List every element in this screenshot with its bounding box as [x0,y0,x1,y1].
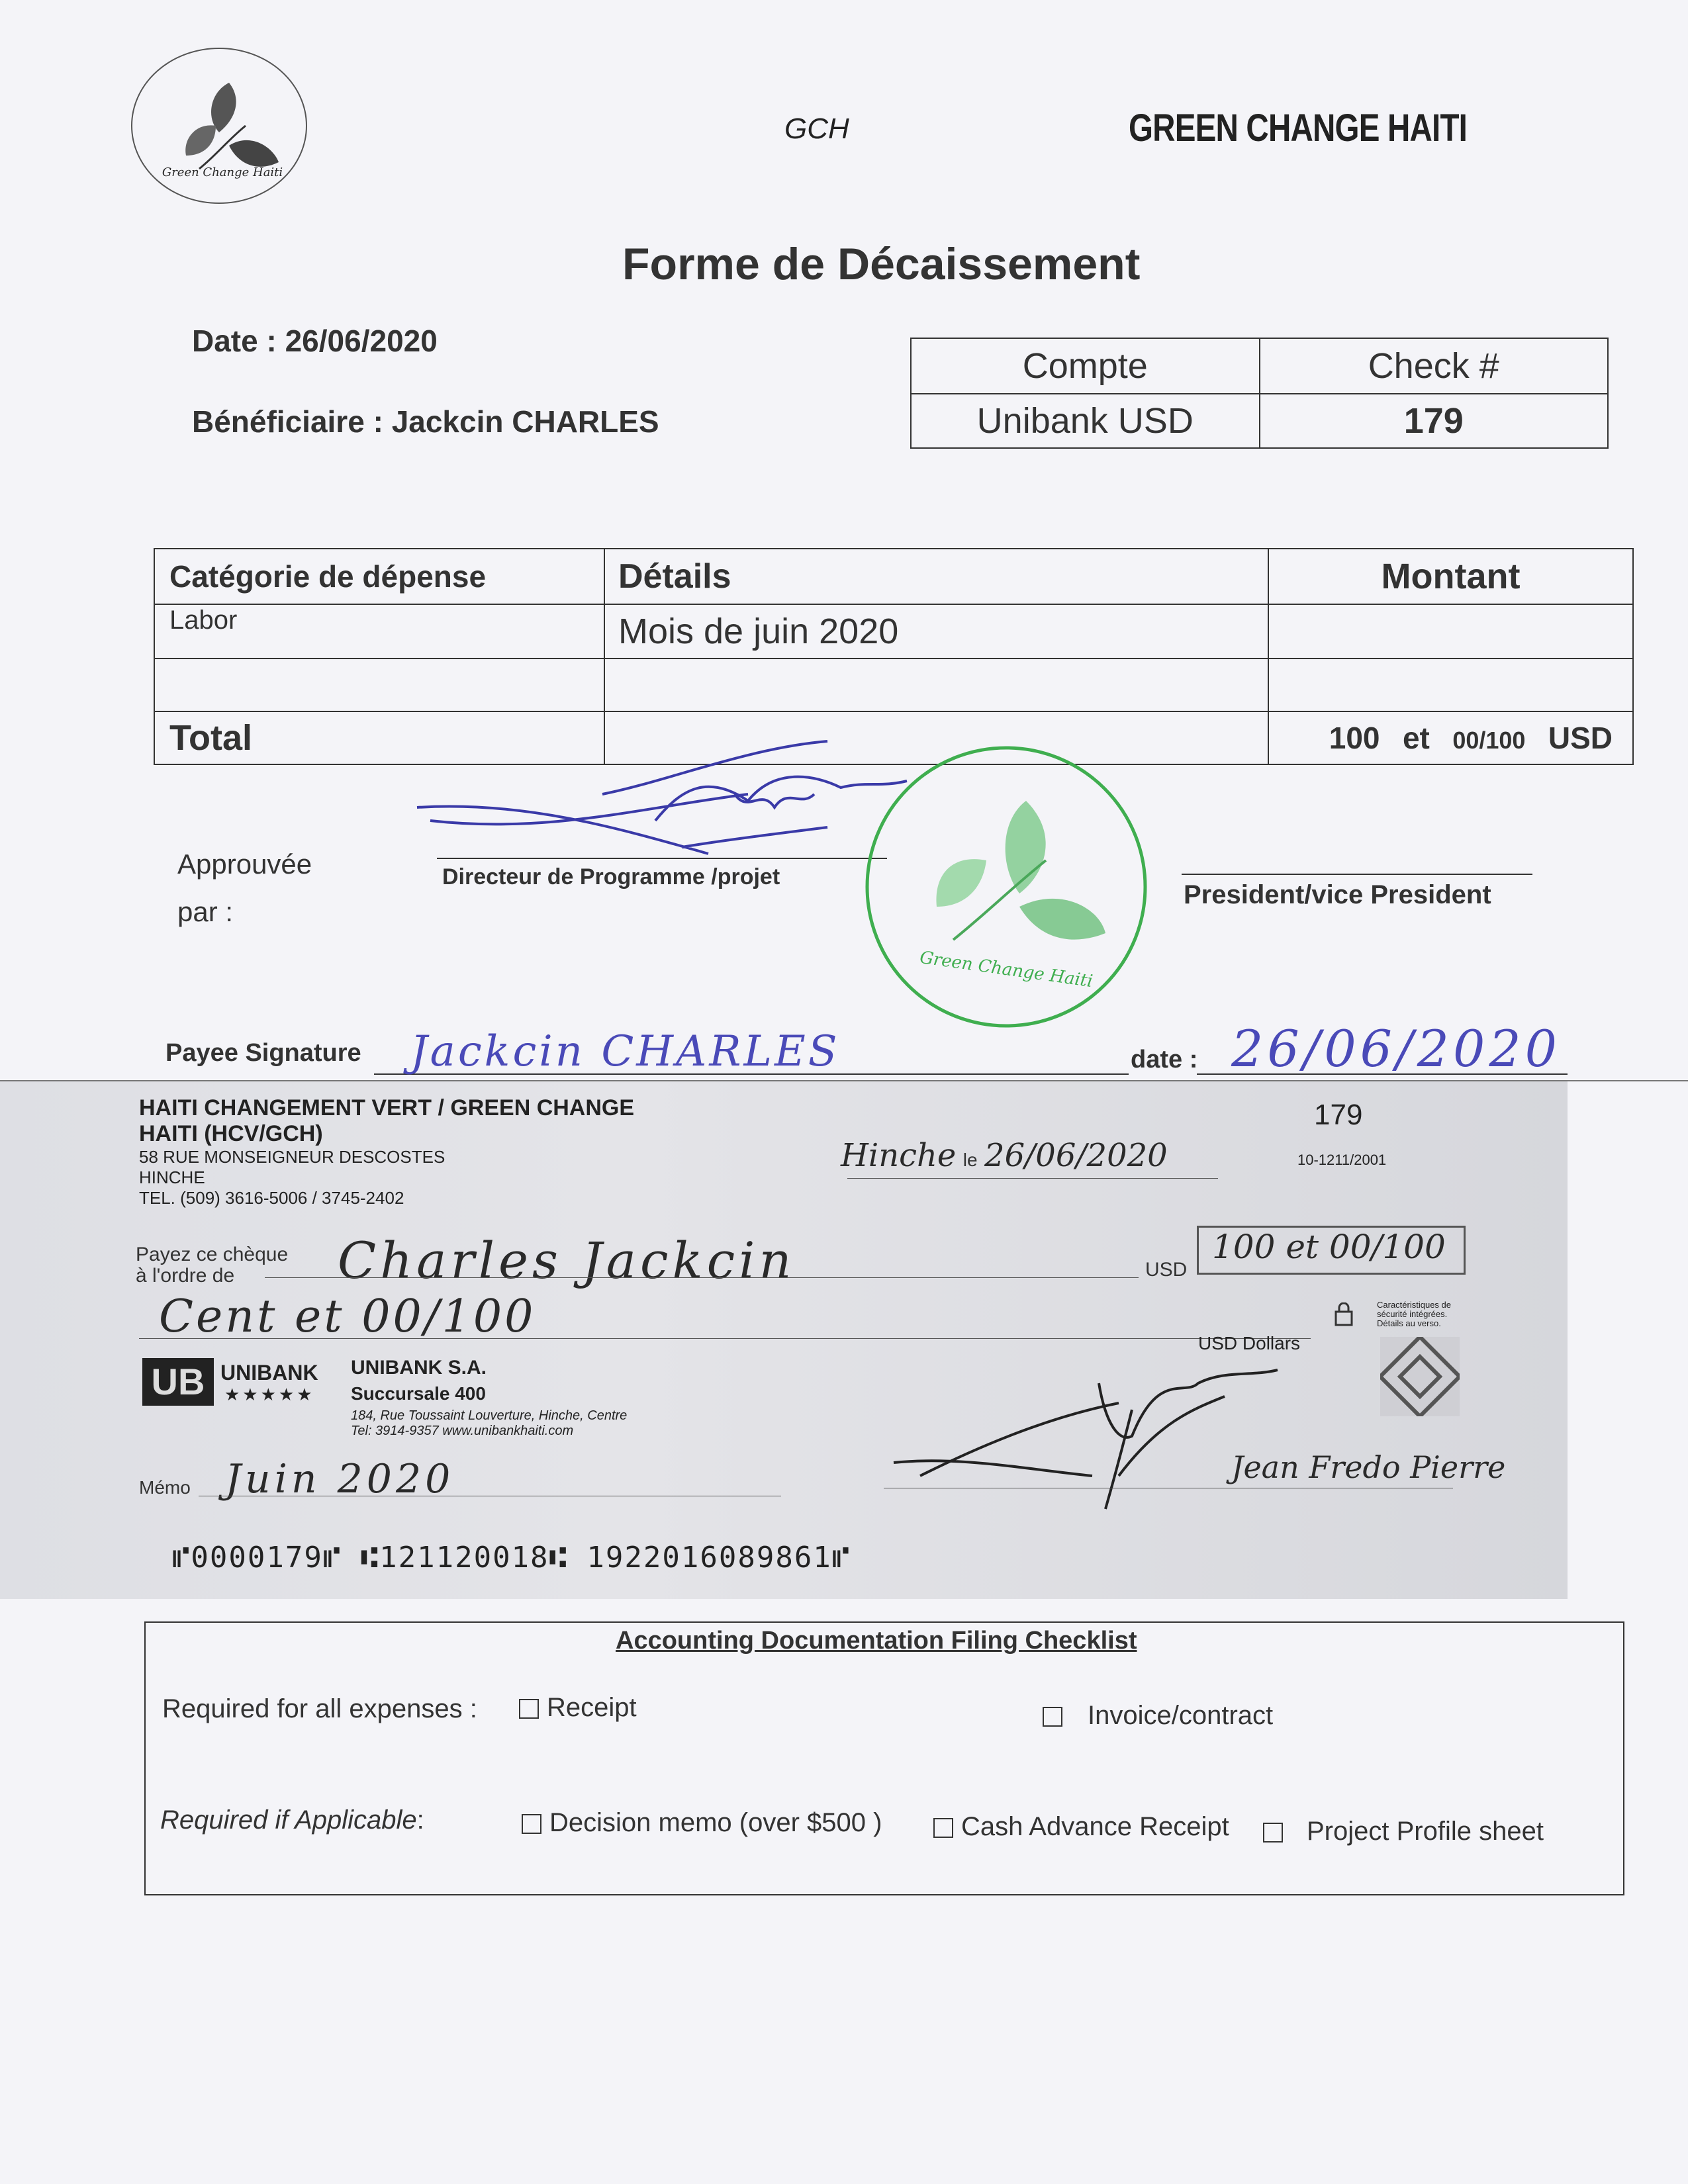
check-tel: TEL. (509) 3616-5006 / 3745-2402 [139,1188,404,1208]
check-signer: Jean Fredo Pierre [1231,1449,1506,1485]
checklist-item-project-profile[interactable] [1263,1817,1544,1846]
check-security-note: Caractéristiques de sécurité intégrées. Détails au verso. [1377,1300,1451,1328]
receipt-checkbox[interactable] [519,1699,539,1719]
logo-caption: Green Change Haiti [162,165,283,179]
check-number-value: 179 [1260,394,1609,448]
president-signature-line [1182,874,1532,875]
checklist-title: Accounting Documentation Filing Checklist [616,1627,1137,1655]
total-amount-value: 100 [1329,721,1380,755]
receipt-label: Receipt [547,1693,637,1722]
beneficiary-label: Bénéficiaire : [192,404,383,439]
check-address1: 58 RUE MONSEIGNEUR DESCOSTES [139,1147,445,1167]
project-profile-checkbox[interactable] [1263,1823,1283,1843]
org-abbrev: GCH [784,113,849,145]
bank-contact: Tel: 3914-9357 www.unibankhaiti.com [351,1424,574,1438]
bank-address: 184, Rue Toussaint Louverture, Hinche, Centre [351,1408,628,1423]
check-pay-label-line1: Payez ce chèque [136,1244,289,1265]
invoice-label: Invoice/contract [1088,1701,1274,1730]
total-cents: 00/100 [1452,727,1526,754]
president-role: President/vice President [1184,880,1491,909]
expense-category-header: Catégorie de dépense [154,549,604,604]
bank-stars: ★★★★★ [224,1385,315,1404]
check-amount-words: Cent et 00/100 [159,1291,536,1343]
check-pay-label [136,1244,288,1287]
required-if-colon: : [416,1805,424,1835]
beneficiary-row [192,404,659,439]
expense-row-2-amount [1268,659,1633,711]
checklist-item-decision-memo[interactable] [522,1808,882,1838]
org-name: GREEN CHANGE HAITI [1129,107,1468,150]
check-memo-value: Juin 2020 [225,1456,455,1502]
expense-row-2-details [604,659,1268,711]
check-amount-words-line [139,1338,1311,1339]
checklist-item-receipt[interactable] [519,1693,637,1723]
checklist-box [144,1621,1624,1895]
check-amount-value: 100 et 00/100 [1212,1228,1446,1266]
payee-date-label: date : [1131,1046,1198,1073]
lock-icon [1334,1302,1354,1326]
expense-amount-header: Montant [1268,549,1633,604]
date-value: 26/06/2020 [285,324,438,358]
expense-details-header: Détails [604,549,1268,604]
cash-advance-label: Cash Advance Receipt [961,1812,1229,1841]
payee-signature-value: Jackcin CHARLES [410,1027,840,1076]
check-place-date [841,1137,1168,1174]
total-amount [1268,711,1633,764]
bank-branch: Succursale 400 [351,1383,486,1404]
form-title: Forme de Décaissement [622,239,1141,289]
date-label: Date : [192,324,277,358]
check-signature [880,1343,1344,1516]
cash-advance-checkbox[interactable] [933,1818,953,1838]
expense-row-1-amount [1268,604,1633,659]
checklist-item-invoice[interactable] [1043,1701,1273,1731]
check-amount-box [1197,1226,1466,1275]
account-value: Unibank USD [911,394,1260,448]
check-signature-scribble-icon [880,1343,1344,1516]
bank-details [351,1357,627,1439]
total-label: Total [154,711,604,764]
project-profile-label: Project Profile sheet [1307,1817,1544,1846]
check-issuer [139,1095,634,1208]
check-top-edge [0,1080,1688,1081]
check-usd-dollars: USD Dollars [1198,1333,1301,1353]
check-usd-label: USD [1145,1259,1188,1281]
beneficiary-value: Jackcin CHARLES [391,404,659,439]
check-issuer-line1: HAITI CHANGEMENT VERT / GREEN CHANGE [139,1095,635,1120]
checklist-item-cash-advance[interactable] [933,1812,1229,1842]
check-number: 179 [1314,1099,1363,1131]
required-all-label: Required for all expenses : [162,1694,477,1723]
date-row [192,323,438,359]
account-table [910,338,1609,449]
expense-row-2-category [154,659,604,711]
account-header: Compte [911,338,1260,394]
check-pay-label-line2: à l'ordre de [136,1265,235,1287]
decision-memo-label: Decision memo (over $500 ) [549,1808,882,1837]
check-date-line [847,1178,1218,1179]
stamp-caption: Green Change Haiti [918,947,1094,992]
check-issuer-line2: HAITI (HCV/GCH) [139,1121,323,1146]
invoice-checkbox[interactable] [1043,1707,1062,1727]
decision-memo-checkbox[interactable] [522,1814,541,1834]
director-role: Directeur de Programme /projet [442,864,780,889]
leaf-logo-icon [130,46,308,205]
check-place: Hinche [841,1137,957,1174]
expense-row-1-details: Mois de juin 2020 [604,604,1268,659]
bank-logo [142,1358,331,1406]
bank-name: UNIBANK S.A. [351,1357,487,1379]
payee-date-value: 26/06/2020 [1231,1019,1562,1078]
check-memo-label: Mémo [139,1477,191,1498]
bank-logo-text: UNIBANK [220,1361,318,1385]
check-address2: HINCHE [139,1167,205,1187]
total-et: et [1402,721,1430,755]
bank-logo-box: UB [142,1358,214,1406]
check-date: 26/06/2020 [984,1137,1168,1174]
total-currency: USD [1548,721,1613,755]
check-payee-name: Charles Jackcin [338,1231,796,1290]
approval-label: Approuvée par : [177,848,312,927]
check-number-header: Check # [1260,338,1609,394]
security-pattern-icon [1380,1337,1460,1416]
required-if-label: Required if Applicable [160,1805,417,1835]
payee-signature-label: Payee Signature [165,1039,361,1067]
approval-stamp [861,741,1152,1032]
check-payee-line [265,1277,1139,1278]
check-routing-small: 10-1211/2001 [1297,1152,1387,1168]
check-micr: ⑈0000179⑈ ⑆121120018⑆ 1922016089861⑈ [172,1541,851,1574]
required-if-label-row [160,1805,424,1835]
expense-row-1-category: Labor [154,604,604,659]
check-le-label: le [962,1150,978,1170]
logo [130,46,308,205]
